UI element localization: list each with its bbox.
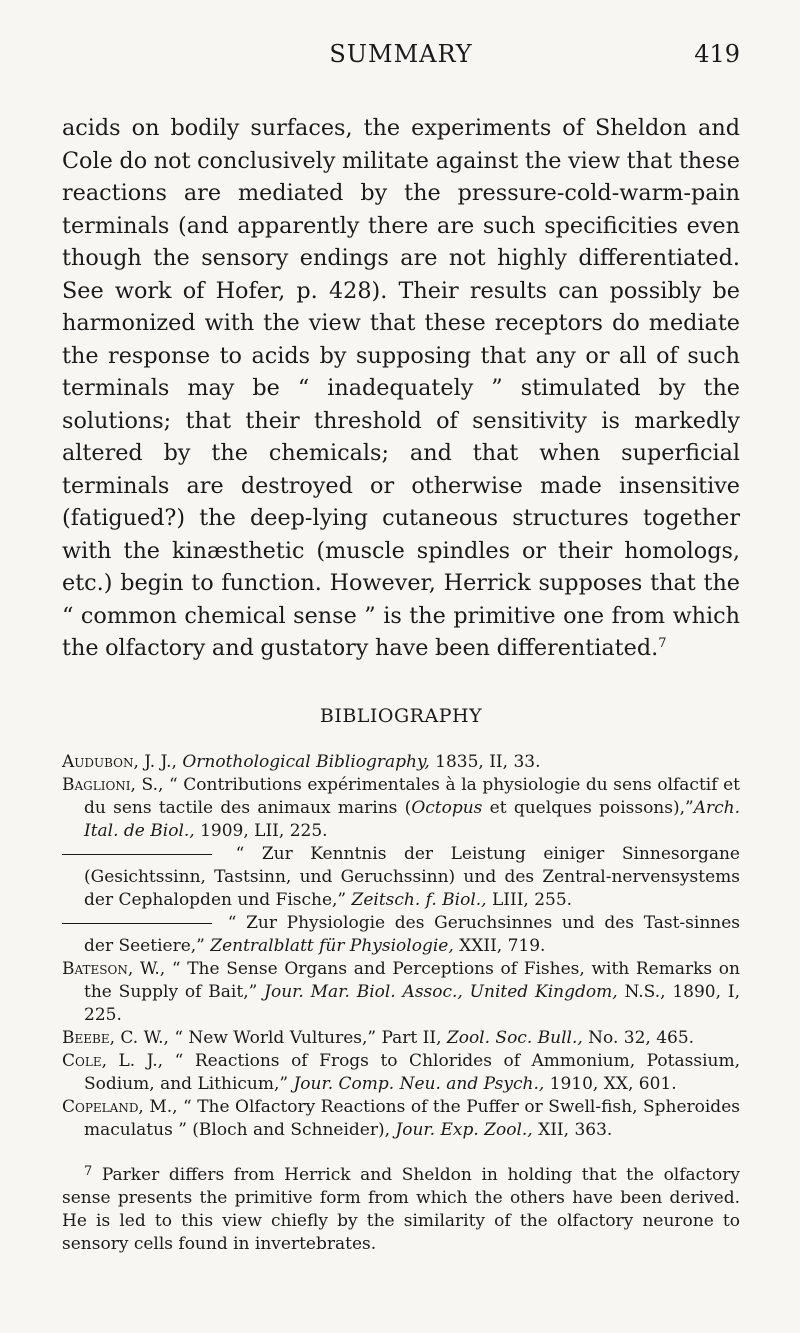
footnote-text: Parker differs from Herrick and Sheldon in holding that the olfactory sense presents the primitive form from which the others have been derived. He is led to this view chiefly by the similarity of the olfactory neurone to sensory cells found in invertebrates. <box>62 1164 740 1254</box>
bib-title: Jour. Exp. Zool., <box>395 1119 533 1140</box>
bib-author: Beebe, C. W., <box>62 1027 169 1048</box>
bib-title: Zool. Soc. Bull., <box>446 1027 583 1048</box>
body-text: acids on bodily surfaces, the experiments of Sheldon and Cole do not conclusively militate against the view that these reactions are mediated by the pressure-cold-warm-pain terminals (and apparently there are such specificities even though the sensory endings are not highly differentiated. See work of Hofer, p. 428). Their results can possibly be harmonized with the view that these receptors do mediate the response to acids by supposing that any or all of such terminals may be “ inadequately ” stimulated by the solutions; that their threshold of sensitivity is markedly altered by the chemicals; and that when superficial terminals are destroyed or otherwise made insensitive (fatigued?) the deep-lying cutaneous structures together with the kinæsthetic (muscle spindles or their homologs, etc.) begin to function. However, Herrick supposes that the “ common chemical sense ” is the primitive one from which the olfactory and gustatory have been differentiated. <box>62 115 740 661</box>
bib-title: Zeitsch. f. Biol., <box>351 889 487 910</box>
bib-entry: Baglioni, S., “ Contributions expérimentales à la physiologie du sens olfactif et du sens tactile des animaux marins (Octopus et quelques poissons),”Arch. Ital. de Biol., 1909, LII, 225. <box>62 774 740 841</box>
bib-author: Bateson, W., <box>62 958 166 979</box>
bib-entry: “ Zur Kenntnis der Leistung einiger Sinnesorgane (Gesichtssinn, Tastsinn, und Geruchssinn) und des Zentral-nervensystems der Cephalopden und Fische,” Zeitsch. f. Biol., LIII, 255. <box>62 843 740 912</box>
bib-entry: Audubon, J. J., Ornothological Bibliography, 1835, II, 33. <box>62 751 541 772</box>
bibliography-heading: BIBLIOGRAPHY <box>319 704 483 727</box>
bib-author: Cole, L. J., <box>62 1050 164 1071</box>
bib-title: Ornothological Bibliography, <box>182 751 430 772</box>
bib-author: Baglioni, S., <box>62 774 164 795</box>
bibliography-list <box>62 751 740 1142</box>
bib-author: Audubon, J. J., <box>62 751 177 772</box>
bib-entry: Beebe, C. W., “ New World Vultures,” Part II, Zool. Soc. Bull., No. 32, 465. <box>62 1027 695 1048</box>
body-paragraph <box>62 112 740 665</box>
bib-title: Jour. Mar. Biol. Assoc., United Kingdom, <box>264 981 618 1002</box>
bib-author: Copeland, M., <box>62 1096 178 1117</box>
bib-journal: Arch. Ital. de Biol., <box>84 797 740 841</box>
bib-entry: Copeland, M., “ The Olfactory Reactions of the Puffer or Swell-fish, Spheroides maculatus ” (Bloch and Schneider), Jour. Exp. Zool., XII, 363. <box>62 1096 740 1140</box>
running-title: SUMMARY <box>329 40 473 68</box>
page-header <box>62 0 740 112</box>
bib-title: Octopus <box>411 797 483 818</box>
bib-title: Jour. Comp. Neu. and Psych., <box>293 1073 545 1094</box>
ditto-dash <box>62 854 212 855</box>
ditto-dash <box>62 923 212 924</box>
footnote <box>62 1164 740 1256</box>
bib-entry: “ Zur Physiologie des Geruchsinnes und des Tast-sinnes der Seetiere,” Zentralblatt für Physiologie, XXII, 719. <box>62 912 740 958</box>
bib-title: Zentralblatt für Physiologie, <box>210 935 454 956</box>
bib-entry: Cole, L. J., “ Reactions of Frogs to Chlorides of Ammonium, Potassium, Sodium, and Lithicum,” Jour. Comp. Neu. and Psych., 1910, XX, 601. <box>62 1050 740 1094</box>
footnote-reference: 7 <box>658 636 667 651</box>
bib-entry: Bateson, W., “ The Sense Organs and Perceptions of Fishes, with Remarks on the Supply of Bait,” Jour. Mar. Biol. Assoc., United Kingdom, N.S., 1890, I, 225. <box>62 958 740 1025</box>
page-number: 419 <box>694 40 740 68</box>
page <box>62 0 740 1256</box>
footnote-marker: 7 <box>84 1163 93 1179</box>
